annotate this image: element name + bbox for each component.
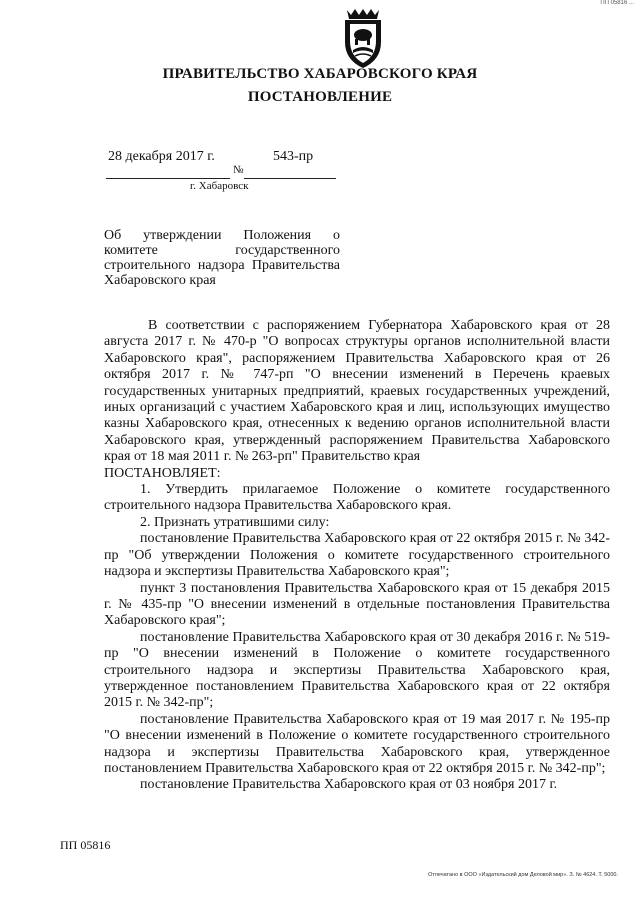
preamble-paragraph: В соответствии с распоряжением Губернатора Хабаровского края от 28 августа 2017 г. № 470-р "О вопросах структуры органов исполнительной власти Хабаровского края", распоряжением Правительства Хабаровского края от 26 октября 2017 г. № 747-рп "О внесении изменений в Перечень краевых государственных унитарных предприятий, краевых государственных учреждений, иных организаций с участием Хабаровского края и лиц, использующих имущество казны Хабаровского края, отнесенных к ведению органов исполнительной власти Хабаровского края, утвержденный распоряжением Правительства Хабаровского края от 18 мая 2011 г. № 263-рп" Правительство края bbox=[104, 318, 610, 465]
serial-stamp: ПП 05816 bbox=[60, 838, 111, 852]
date-underline bbox=[106, 178, 230, 179]
organization-title: ПРАВИТЕЛЬСТВО ХАБАРОВСКОГО КРАЯ bbox=[162, 66, 478, 82]
document-city: г. Хабаровск bbox=[190, 180, 249, 192]
item-1-paragraph: 1. Утвердить прилагаемое Положение о комитете государственного строительного надзора Правительства Хабаровского края. bbox=[104, 482, 610, 514]
repealed-act-paragraph: пункт 3 постановления Правительства Хабаровского края от 15 декабря 2015 г. № 435-пр "О внесении изменений в отдельные постановления Правительства Хабаровского края"; bbox=[104, 580, 610, 629]
repealed-act-paragraph: постановление Правительства Хабаровского края от 03 ноября 2017 г. bbox=[140, 777, 558, 793]
document-date: 28 декабря 2017 г. bbox=[108, 149, 215, 164]
khabarovsk-coat-of-arms-icon bbox=[333, 6, 389, 70]
number-underline bbox=[244, 178, 336, 179]
document-number: 543-пр bbox=[273, 149, 314, 164]
repealed-act-paragraph: постановление Правительства Хабаровского края от 19 мая 2017 г. № 195-пр "О внесении изменений в Положение о комитете государственного строительного надзора и экспертизы Правительства Хабаровского края, утвержденное постановлением Правительства Хабаровского края от 22 октября 2015 г. № 342-пр"; bbox=[104, 711, 610, 776]
print-footer: Отпечатано в ООО «Издательский дом Деловой мир». З. № 4624. Т. 5000. bbox=[428, 872, 618, 878]
document-subject: Об утверждении Положения о комитете государственного строительного надзора Правительства Хабаровского края bbox=[104, 228, 340, 288]
document-type-title: ПОСТАНОВЛЕНИЕ bbox=[247, 89, 393, 105]
document-body bbox=[104, 318, 610, 794]
resolve-heading: ПОСТАНОВЛЯЕТ: bbox=[104, 465, 221, 481]
repealed-act-paragraph: постановление Правительства Хабаровского края от 30 декабря 2016 г. № 519-пр "О внесении изменений в Положение о комитете государственного строительного надзора и экспертизы Правительства Хабаровского края, утвержденное постановлением Правительства Хабаровского края от 22 октября 2015 г. № 342-пр"; bbox=[104, 629, 610, 711]
repealed-act-paragraph: постановление Правительства Хабаровского края от 22 октября 2015 г. № 342-пр "Об утверждении Положения о комитете государственного строительного надзора и экспертизы Правительства Хабаровского края"; bbox=[104, 531, 610, 580]
number-sign: № bbox=[233, 164, 244, 176]
item-2-paragraph: 2. Признать утратившими силу: bbox=[140, 514, 330, 530]
corner-mark: ПП 05816 ... bbox=[600, 0, 634, 6]
